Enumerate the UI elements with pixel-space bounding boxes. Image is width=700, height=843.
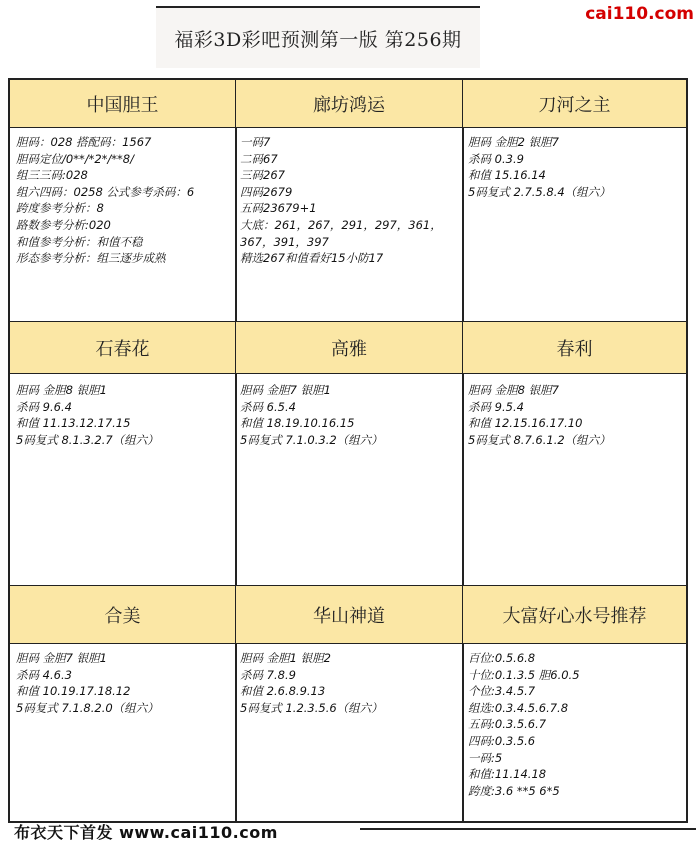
panel-body: 胆码 金胆7 银胆1 杀码 6.5.4 和值 18.19.10.16.15 5码复式 7.1.0.3.2（组六） [240, 383, 383, 447]
page-title: 福彩3D彩吧预测第一版 第256期 [156, 6, 480, 68]
panel-title: 春利 [463, 322, 686, 374]
panel-title: 华山神道 [236, 586, 462, 644]
panel-body: 百位:0.5.6.8 十位:0.1.3.5 胆6.0.5 个位:3.4.5.7 组选:0.3.4.5.6.7.8 五码:0.3.5.6.7 四码:0.3.5.6 一码:5 和值:11.14.18 跨度:3.6 **5 6*5 [468, 651, 580, 798]
panel-title: 廊坊鸿运 [236, 80, 462, 128]
footer-divider [360, 828, 696, 830]
panel-body: 胆码 金胆1 银胆2 杀码 7.8.9 和值 2.6.8.9.13 5码复式 1.2.3.5.6（组六） [240, 651, 383, 715]
panel-title: 合美 [10, 586, 235, 644]
footer-text: 布衣天下首发 www.cai110.com [14, 823, 278, 842]
panel-body: 胆码：028 搭配码：1567 胆码定位/0**/*2*/**8/ 组三三码:028 组六四码：0258 公式参考杀码：6 跨度参考分析：8 路数参考分析:020 和值参考分析：和值不稳 形态参考分析：组三逐步成熟 [16, 135, 195, 266]
panel-body: 胆码 金胆2 银胆7 杀码 0.3.9 和值 15.16.14 5码复式 2.7.5.8.4（组六） [468, 135, 611, 199]
prediction-grid [8, 78, 688, 823]
panel-title: 高雅 [236, 322, 462, 374]
panel-body: 胆码 金胆8 银胆7 杀码 9.5.4 和值 12.15.16.17.10 5码复式 8.7.6.1.2（组六） [468, 383, 611, 447]
panel-title: 中国胆王 [10, 80, 235, 128]
panel-title: 刀河之主 [463, 80, 686, 128]
panel-title: 石春花 [10, 322, 235, 374]
panel-body: 一码7 二码67 三码267 四码2679 五码23679+1 大底：261，267，291，297，361，367，391，397 精选267和值看好15小防17 [240, 135, 442, 266]
site-brand: cai110.com [585, 4, 694, 24]
panel-body: 胆码 金胆8 银胆1 杀码 9.6.4 和值 11.13.12.17.15 5码复式 8.1.3.2.7（组六） [16, 383, 159, 447]
panel-title: 大富好心水号推荐 [463, 586, 686, 644]
panel-body: 胆码 金胆7 银胆1 杀码 4.6.3 和值 10.19.17.18.12 5码复式 7.1.8.2.0（组六） [16, 651, 159, 715]
